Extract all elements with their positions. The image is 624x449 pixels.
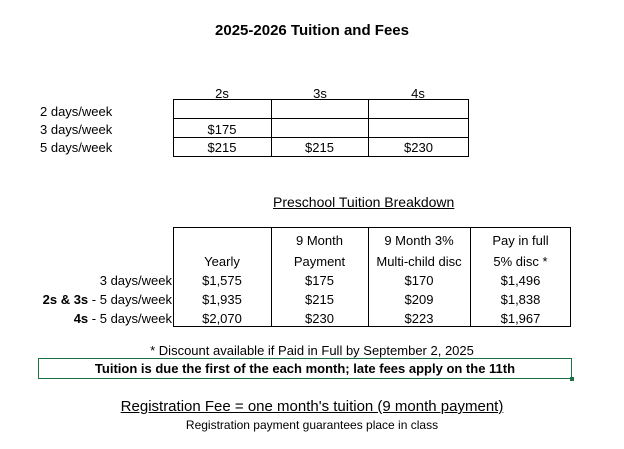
table-cell: $215 <box>305 140 334 155</box>
table-cell: $223 <box>404 311 434 326</box>
row-label <box>20 273 172 288</box>
column-header: 2s <box>215 86 229 101</box>
column-header: 9 Month 3% <box>384 233 454 248</box>
row-label: 5 days/week <box>40 140 113 155</box>
breakdown-title: Preschool Tuition Breakdown <box>273 194 455 210</box>
table-cell: $1,496 <box>500 273 541 288</box>
row-label-rest: - 5 days/week <box>88 292 172 307</box>
due-note-cell[interactable] <box>38 358 572 379</box>
row-label-bold: 4s <box>73 311 89 326</box>
discount-note: * Discount available if Paid in Full by September 2, 2025 <box>150 343 474 358</box>
table-cell: $230 <box>404 140 433 155</box>
table-cell: $1,838 <box>500 292 541 307</box>
column-header: Yearly <box>204 254 240 269</box>
column-header: 3s <box>313 86 327 101</box>
registration-subtitle: Registration payment guarantees place in class <box>185 418 439 432</box>
row-label: 2 days/week <box>40 104 113 119</box>
row-label-rest: - 5 days/week <box>88 311 172 326</box>
column-header: 5% disc * <box>493 254 548 269</box>
grid-line <box>174 118 468 119</box>
table-cell: $170 <box>404 273 434 288</box>
row-label <box>20 292 172 307</box>
due-note: Tuition is due the first of the each month; late fees apply on the 11th <box>94 361 516 376</box>
grid-line <box>174 137 468 138</box>
table-cell: $1,575 <box>202 273 242 288</box>
table-cell: $209 <box>404 292 434 307</box>
registration-title: Registration Fee = one month's tuition (9 month payment) <box>120 398 504 415</box>
column-header: Pay in full <box>492 233 549 248</box>
column-header: 4s <box>411 86 425 101</box>
row-label: 3 days/week <box>40 122 113 137</box>
table-cell: $175 <box>305 273 334 288</box>
page-title: 2025-2026 Tuition and Fees <box>215 22 409 39</box>
column-header: Payment <box>293 254 346 269</box>
table-cell: $175 <box>207 122 237 137</box>
table-cell: $215 <box>305 292 334 307</box>
table-cell: $2,070 <box>202 311 242 326</box>
table-cell: $215 <box>207 140 237 155</box>
row-label-bold: 2s & 3s <box>42 292 89 307</box>
table-cell: $230 <box>305 311 334 326</box>
column-header: Multi-child disc <box>376 254 462 269</box>
table-cell: $1,967 <box>500 311 541 326</box>
table-cell: $1,935 <box>202 292 242 307</box>
column-header: 9 Month <box>296 233 343 248</box>
row-label-rest: 3 days/week <box>99 273 172 288</box>
row-label <box>20 311 172 326</box>
